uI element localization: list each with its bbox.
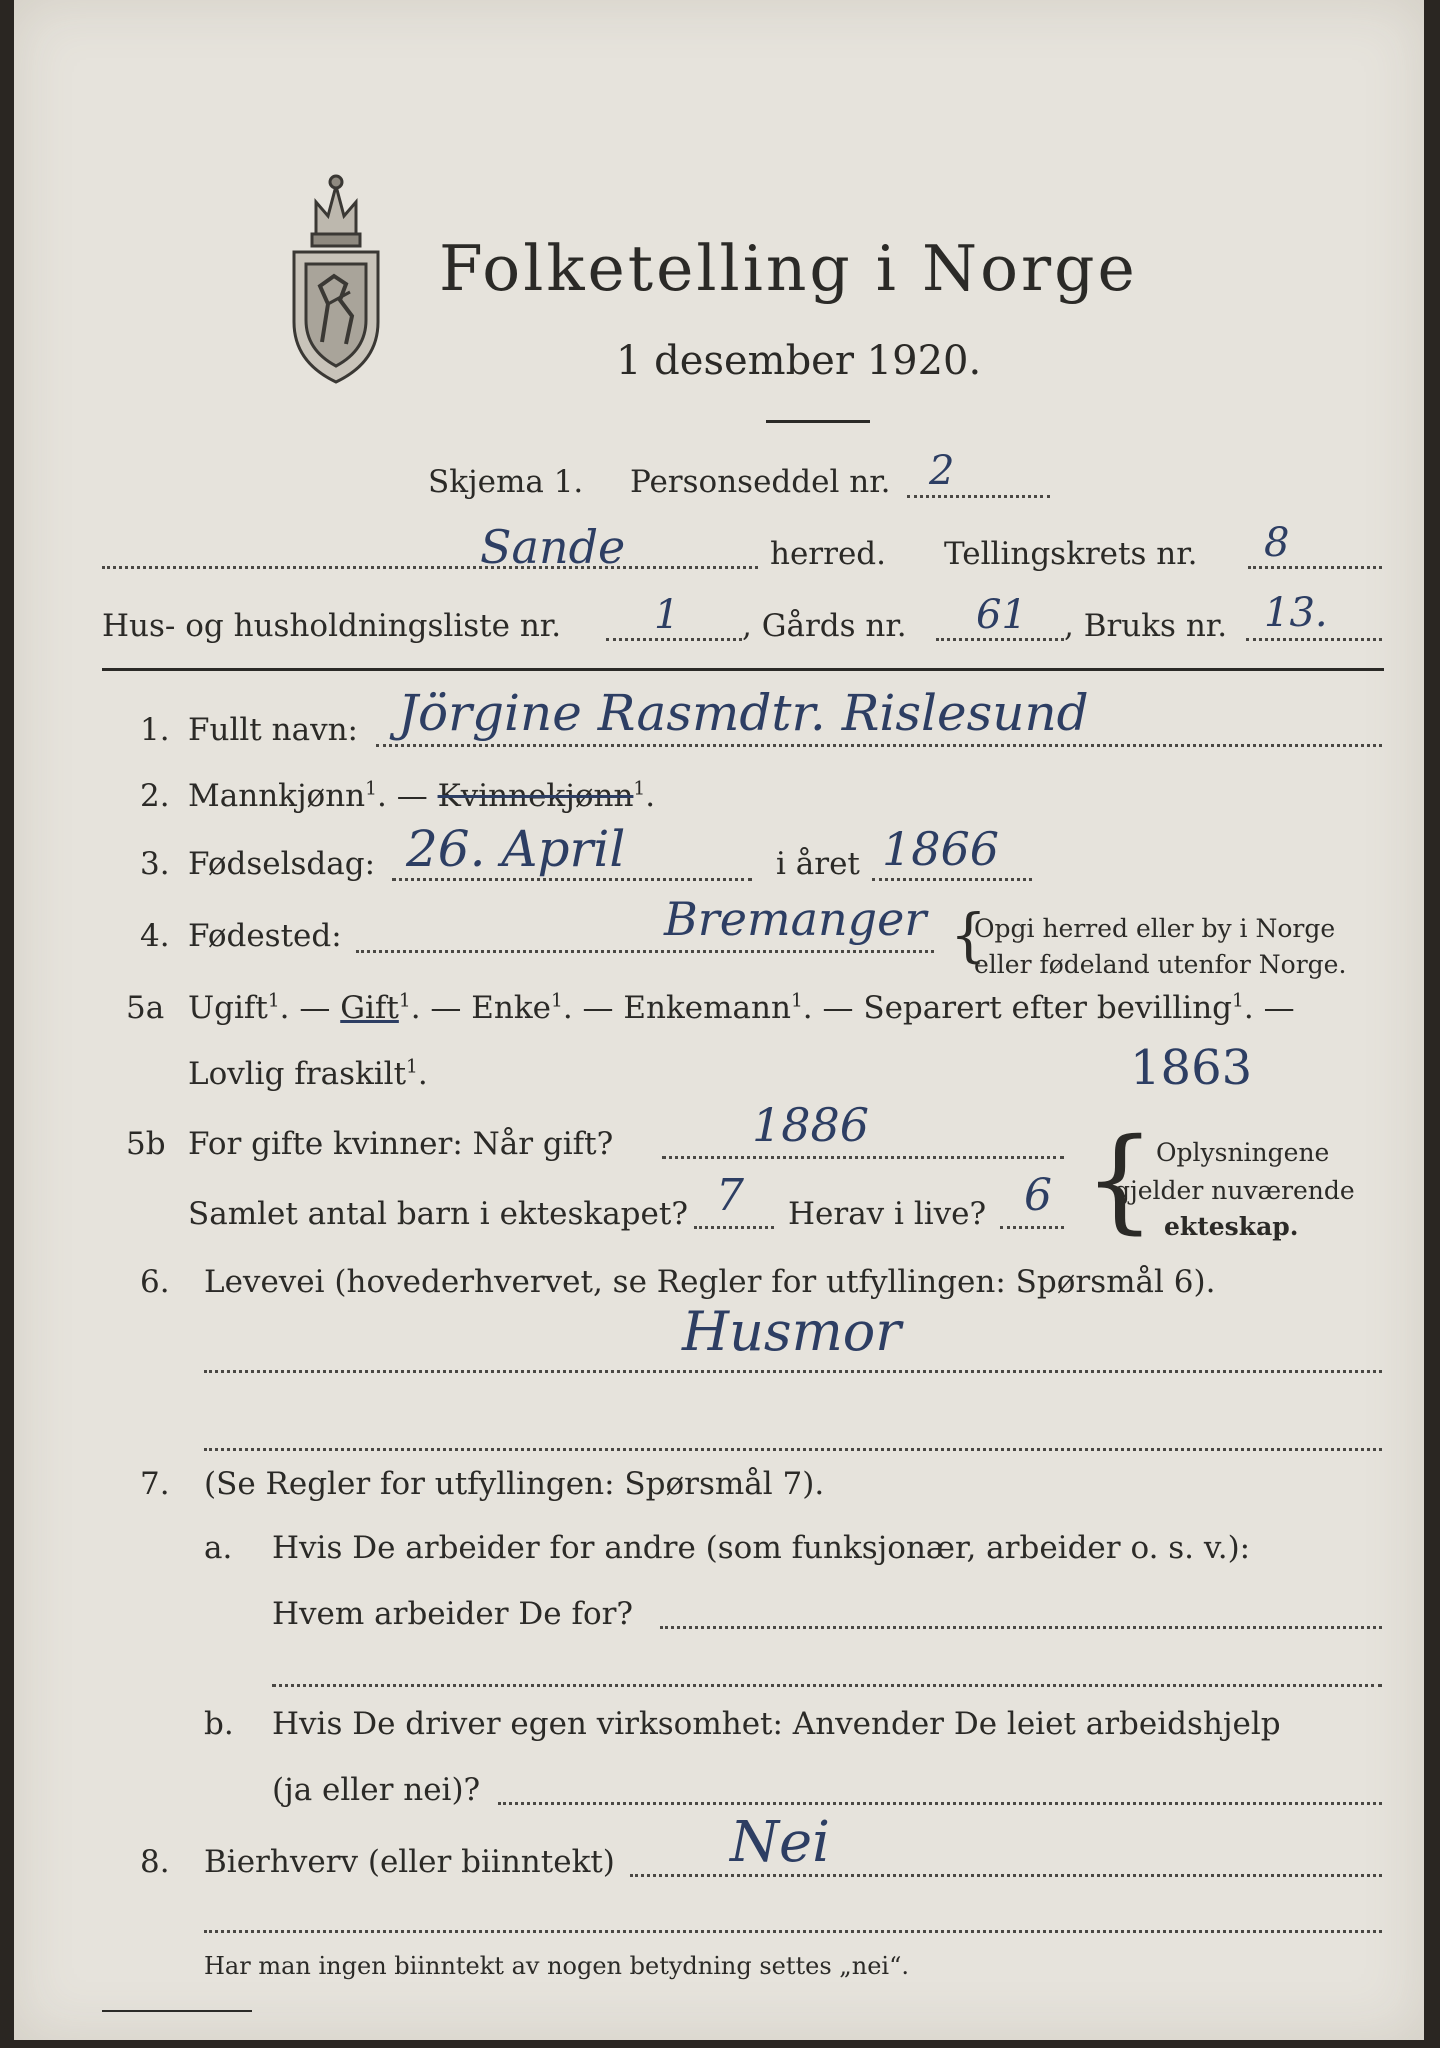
q4-note-line2: eller fødeland utenfor Norge. [974,950,1347,979]
q5b-live-value: 6 [1024,1170,1052,1221]
q5a-ugift: Ugift [188,990,268,1026]
q3-year-label: i året [776,846,860,882]
q8-number: 8. [140,1844,170,1880]
q3-year-line [872,878,1032,881]
census-date: 1 desember 1920. [616,338,982,384]
q5a-enkemann: Enkemann [623,990,791,1026]
bruks-value: 13. [1264,590,1328,636]
q6-line-1 [204,1370,1382,1373]
personseddel-line [907,495,1050,498]
q6-value: Husmor [682,1300,902,1363]
personseddel-label: Personseddel nr. [630,464,891,500]
q7a-line-1 [660,1626,1382,1629]
q4-note-brace: { [950,901,987,969]
q5b-barn-value: 7 [716,1170,744,1221]
q3-year-value: 1866 [882,822,1000,876]
q7-label: (Se Regler for utfyllingen: Spørsmål 7). [204,1466,825,1502]
q5b-number: 5b [126,1126,166,1162]
q5b-note-line3: ekteskap. [1164,1212,1299,1241]
q1-value: Jörgine Rasmdtr. Rislesund [398,684,1089,742]
q8-line-2 [204,1930,1382,1933]
q4-line [356,950,934,953]
q3-number: 3. [140,846,170,882]
gards-line [936,638,1064,641]
q7a-question: Hvem arbeider De for? [272,1596,634,1632]
q7b-line [498,1802,1382,1805]
bruks-label: , Bruks nr. [1064,608,1228,644]
q5a-separert: Separert efter bevilling [863,990,1233,1026]
title-divider [766,420,870,423]
tellingskrets-value: 8 [1264,520,1290,566]
q7b-letter: b. [204,1706,234,1742]
q5b-barn-label: Samlet antal barn i ekteskapet? [188,1196,688,1232]
q4-label: Fødested: [188,918,342,954]
bruks-line [1246,638,1382,641]
form-title: Folketelling i Norge [439,232,1138,305]
q5b-note-line2: gjelder nuværende [1114,1176,1355,1205]
hus-value: 1 [654,592,680,638]
q2-female: Kvinnekjønn [437,778,634,814]
q4-value: Bremanger [664,892,927,946]
q7a-text: Hvis De arbeider for andre (som funksjonær, arbeider o. s. v.): [272,1530,1251,1566]
census-form-sheet [14,0,1424,2040]
tellingskrets-line [1248,566,1382,569]
q5a-annotation: 1863 [1130,1040,1253,1096]
q5b-barn-line [694,1226,774,1229]
q5b-live-line [1000,1226,1064,1229]
q3-day-line [392,878,752,881]
q5b-live-label: Herav i live? [788,1196,987,1232]
herred-label: herred. [770,536,886,572]
q4-note-line1: Opgi herred eller by i Norge [974,914,1336,943]
q5a-lovlig: Lovlig fraskilt$^1$. [188,1056,428,1092]
hus-label: Hus- og husholdningsliste nr. [102,608,562,644]
herred-value: Sande [480,520,626,574]
q6-label: Levevei (hovederhvervet, se Regler for utfyllingen: Spørsmål 6). [204,1264,1216,1300]
q1-number: 1. [140,712,170,748]
q5b-note-brace: { [1084,1115,1156,1245]
herred-line [102,566,758,569]
q7a-line-2 [272,1684,1382,1687]
q1-label: Fullt navn: [188,712,358,748]
q6-number: 6. [140,1264,170,1300]
gards-label: , Gårds nr. [742,608,907,644]
q8-value: Nei [730,1810,831,1875]
q5a-enke: Enke [471,990,551,1026]
q2-male: Mannkjønn [188,778,366,814]
coat-of-arms-emblem [276,172,396,388]
q7-number: 7. [140,1466,170,1502]
skjema-label: Skjema 1. [428,464,584,500]
hus-line [606,638,742,641]
q8-label: Bierhverv (eller biinntekt) [204,1844,615,1880]
q1-line [376,744,1382,747]
q3-label: Fødselsdag: [188,846,376,882]
footer-rule [102,2010,252,2012]
q7a-letter: a. [204,1530,233,1566]
q7b-question: (ja eller nei)? [272,1772,481,1808]
q5a-number: 5a [126,990,165,1026]
q5b-label: For gifte kvinner: Når gift? [188,1126,614,1162]
q4-number: 4. [140,918,170,954]
q2-options: Mannkjønn$^1$. — Kvinnekjønn$^1$. [188,778,656,814]
q2-number: 2. [140,778,170,814]
personseddel-value: 2 [929,448,955,494]
q5a-gift: Gift [340,990,399,1026]
q5b-note-line1: Oplysningene [1156,1138,1330,1167]
q5b-gift-line [662,1156,1064,1159]
header-rule [102,668,1384,671]
tellingskrets-label: Tellingskrets nr. [944,536,1198,572]
q3-value: 26. April [406,820,626,878]
q7b-text: Hvis De driver egen virksomhet: Anvender De leiet arbeidshjelp [272,1706,1281,1742]
gards-value: 61 [976,592,1027,638]
q6-line-2 [204,1448,1382,1451]
q5b-value: 1886 [752,1098,870,1152]
q5a-options: Ugift$^1$. — Gift$^1$. — Enke$^1$. — Enkemann$^1$. — Separert efter bevilling$^1$. — [188,990,1295,1026]
footer-note: Har man ingen biinntekt av nogen betydning settes „nei“. [204,1952,909,1980]
